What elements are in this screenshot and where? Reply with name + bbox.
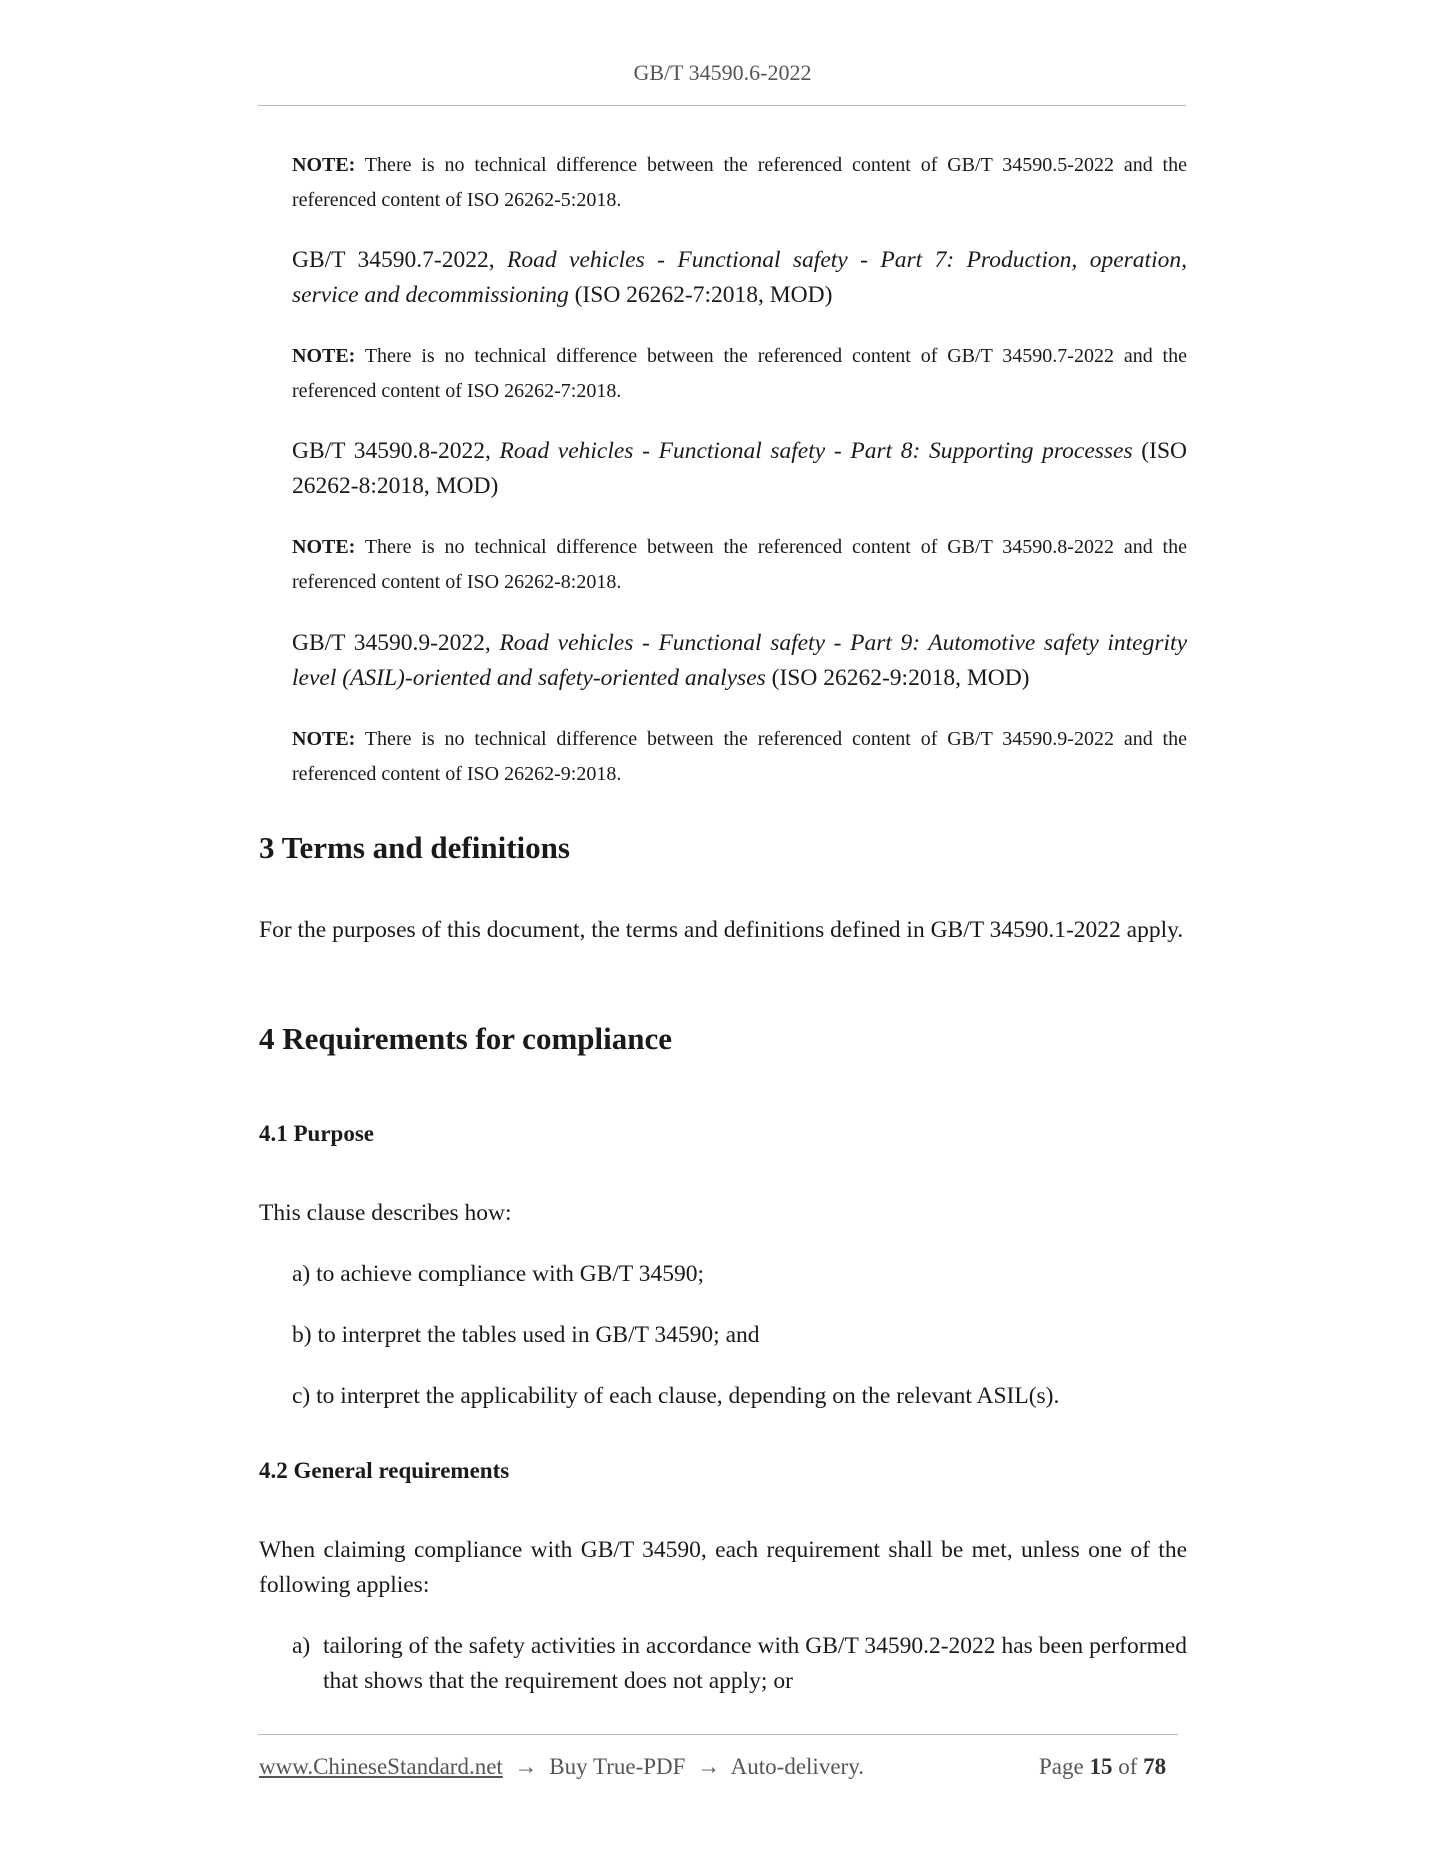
section-3-text: For the purposes of this document, the terms and definitions defined in GB/T 34590.1-2022 apply. — [259, 917, 1184, 943]
note-1 — [292, 148, 1187, 218]
chinesestandard-link[interactable]: www.ChineseStandard.net — [259, 1754, 503, 1779]
auto-delivery-text: Auto-delivery. — [730, 1754, 864, 1779]
reference-suffix: (ISO 26262-8:2018, MOD) — [292, 438, 1187, 499]
note-4 — [292, 722, 1187, 792]
note-label: NOTE: — [292, 536, 356, 558]
subsection-4-2-heading: 4.2 General requirements — [259, 1458, 510, 1483]
note-text: There is no technical difference between the referenced content of GB/T 34590.8-2022 and the referenced content of ISO 26262-8:2018. — [292, 536, 1187, 593]
note-text: There is no technical difference between the referenced content of GB/T 34590.5-2022 and the referenced content of ISO 26262-5:2018. — [292, 154, 1187, 211]
list-marker: a) — [292, 1633, 311, 1659]
reference-part-9 — [292, 626, 1187, 696]
reference-suffix: (ISO 26262-9:2018, MOD) — [765, 665, 1030, 691]
buy-true-pdf-text: Buy True-PDF — [549, 1754, 686, 1779]
reference-code: GB/T 34590.9-2022, — [292, 630, 500, 656]
section-4-heading: 4 Requirements for compliance — [259, 1021, 672, 1056]
purpose-item-b: b) to interpret the tables used in GB/T 34590; and — [292, 1322, 760, 1348]
note-text: There is no technical difference between the referenced content of GB/T 34590.7-2022 and the referenced content of ISO 26262-7:2018. — [292, 345, 1187, 402]
page-total: 78 — [1143, 1754, 1167, 1779]
reference-title: Road vehicles - Functional safety - Part 8: Supporting processes — [499, 438, 1133, 464]
note-label: NOTE: — [292, 345, 356, 367]
footer-divider — [258, 1734, 1178, 1735]
page-of: of — [1118, 1754, 1138, 1779]
page-number — [1039, 1754, 1166, 1780]
subsection-4-1-intro: This clause describes how: — [259, 1200, 512, 1226]
reference-title: Road vehicles - Functional safety - Part 7: Production, operation, service and decommissioning — [292, 247, 1187, 308]
purpose-item-a: a) to achieve compliance with GB/T 34590; — [292, 1261, 705, 1287]
header-divider — [258, 105, 1186, 106]
subsection-4-1-heading: 4.1 Purpose — [259, 1121, 374, 1146]
note-3 — [292, 530, 1187, 600]
arrow-right-icon: → — [697, 1754, 721, 1779]
reference-suffix: (ISO 26262-7:2018, MOD) — [568, 282, 833, 308]
reference-part-7 — [292, 243, 1187, 313]
note-label: NOTE: — [292, 728, 356, 750]
arrow-right-icon: → — [514, 1754, 538, 1779]
header-title: GB/T 34590.6-2022 — [633, 60, 812, 85]
reference-code: GB/T 34590.8-2022, — [292, 438, 500, 464]
list-item-text: tailoring of the safety activities in accordance with GB/T 34590.2-2022 has been performed that shows that the requirement does not apply; or — [323, 1633, 1187, 1694]
footer-promo — [259, 1754, 864, 1780]
page-current: 15 — [1089, 1754, 1113, 1779]
subsection-4-2-intro: When claiming compliance with GB/T 34590, each requirement shall be met, unless one of the following applies: — [259, 1537, 1187, 1598]
note-label: NOTE: — [292, 154, 356, 176]
reference-title: Road vehicles - Functional safety - Part 9: Automotive safety integrity level (ASIL)-oriented and safety-oriented analyses — [292, 630, 1188, 691]
general-item-a — [292, 1629, 1187, 1699]
page-prefix: Page — [1039, 1754, 1084, 1779]
reference-code: GB/T 34590.7-2022, — [292, 247, 508, 273]
purpose-item-c: c) to interpret the applicability of each clause, depending on the relevant ASIL(s). — [292, 1383, 1060, 1409]
section-3-heading: 3 Terms and definitions — [259, 830, 570, 865]
note-2 — [292, 339, 1187, 409]
note-text: There is no technical difference between the referenced content of GB/T 34590.9-2022 and the referenced content of ISO 26262-9:2018. — [292, 728, 1187, 785]
reference-part-8 — [292, 434, 1187, 504]
